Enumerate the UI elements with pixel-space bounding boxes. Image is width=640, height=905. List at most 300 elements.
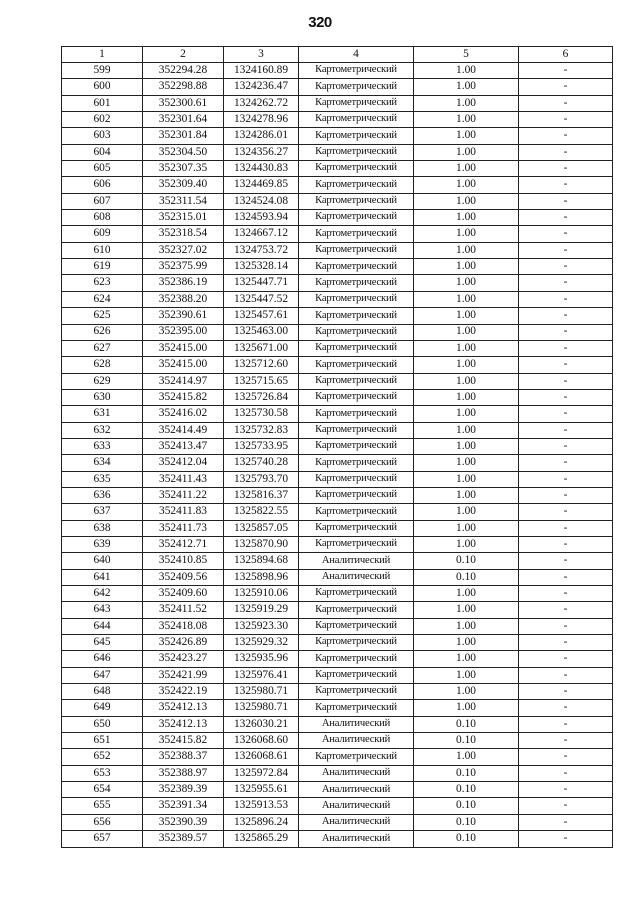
- point-number-cell: 599: [62, 63, 143, 79]
- table-row: [62, 79, 613, 95]
- y-coordinate-cell: 1324430.83: [224, 161, 299, 177]
- table-row: [62, 716, 613, 732]
- x-coordinate-cell: 352301.64: [143, 112, 224, 128]
- table-row: [62, 814, 613, 830]
- note-cell: -: [519, 749, 613, 765]
- y-coordinate-cell: 1325919.29: [224, 602, 299, 618]
- point-number-cell: 632: [62, 422, 143, 438]
- accuracy-cell: 1.00: [414, 471, 519, 487]
- note-cell: -: [519, 259, 613, 275]
- accuracy-cell: 1.00: [414, 536, 519, 552]
- x-coordinate-cell: 352414.49: [143, 422, 224, 438]
- method-cell: Картометрический: [299, 700, 414, 716]
- accuracy-cell: 0.10: [414, 569, 519, 585]
- y-coordinate-cell: 1325733.95: [224, 438, 299, 454]
- method-cell: Картометрический: [299, 684, 414, 700]
- accuracy-cell: 1.00: [414, 586, 519, 602]
- note-cell: -: [519, 226, 613, 242]
- point-number-cell: 624: [62, 291, 143, 307]
- x-coordinate-cell: 352386.19: [143, 275, 224, 291]
- accuracy-cell: 1.00: [414, 291, 519, 307]
- method-cell: Аналитический: [299, 814, 414, 830]
- accuracy-cell: 1.00: [414, 308, 519, 324]
- y-coordinate-cell: 1324356.27: [224, 144, 299, 160]
- table-row: [62, 520, 613, 536]
- accuracy-cell: 0.10: [414, 798, 519, 814]
- y-coordinate-cell: 1325447.52: [224, 291, 299, 307]
- accuracy-cell: 1.00: [414, 373, 519, 389]
- note-cell: -: [519, 389, 613, 405]
- note-cell: -: [519, 716, 613, 732]
- y-coordinate-cell: 1324262.72: [224, 95, 299, 111]
- x-coordinate-cell: 352421.99: [143, 667, 224, 683]
- point-number-cell: 610: [62, 242, 143, 258]
- y-coordinate-cell: 1325935.96: [224, 651, 299, 667]
- table-row: [62, 406, 613, 422]
- point-number-cell: 605: [62, 161, 143, 177]
- point-number-cell: 601: [62, 95, 143, 111]
- y-coordinate-cell: 1324753.72: [224, 242, 299, 258]
- table-row: [62, 635, 613, 651]
- x-coordinate-cell: 352327.02: [143, 242, 224, 258]
- table-row: [62, 112, 613, 128]
- header-row: [62, 47, 613, 63]
- note-cell: -: [519, 291, 613, 307]
- x-coordinate-cell: 352307.35: [143, 161, 224, 177]
- note-cell: -: [519, 798, 613, 814]
- x-coordinate-cell: 352391.34: [143, 798, 224, 814]
- note-cell: -: [519, 569, 613, 585]
- method-cell: Картометрический: [299, 504, 414, 520]
- accuracy-cell: 1.00: [414, 144, 519, 160]
- method-cell: Картометрический: [299, 95, 414, 111]
- table-row: [62, 193, 613, 209]
- accuracy-cell: 1.00: [414, 79, 519, 95]
- accuracy-cell: 1.00: [414, 340, 519, 356]
- method-cell: Картометрический: [299, 536, 414, 552]
- point-number-cell: 645: [62, 635, 143, 651]
- table-row: [62, 667, 613, 683]
- accuracy-cell: 0.10: [414, 733, 519, 749]
- x-coordinate-cell: 352294.28: [143, 63, 224, 79]
- table-row: [62, 128, 613, 144]
- note-cell: -: [519, 602, 613, 618]
- note-cell: -: [519, 373, 613, 389]
- note-cell: -: [519, 733, 613, 749]
- accuracy-cell: 0.10: [414, 716, 519, 732]
- point-number-cell: 641: [62, 569, 143, 585]
- table-row: [62, 291, 613, 307]
- table-row: [62, 749, 613, 765]
- accuracy-cell: 1.00: [414, 112, 519, 128]
- note-cell: -: [519, 308, 613, 324]
- x-coordinate-cell: 352311.54: [143, 193, 224, 209]
- point-number-cell: 602: [62, 112, 143, 128]
- accuracy-cell: 1.00: [414, 389, 519, 405]
- x-coordinate-cell: 352416.02: [143, 406, 224, 422]
- table-header: [62, 47, 613, 63]
- accuracy-cell: 1.00: [414, 259, 519, 275]
- y-coordinate-cell: 1325447.71: [224, 275, 299, 291]
- point-number-cell: 609: [62, 226, 143, 242]
- method-cell: Картометрический: [299, 63, 414, 79]
- accuracy-cell: 1.00: [414, 128, 519, 144]
- accuracy-cell: 0.10: [414, 553, 519, 569]
- point-number-cell: 639: [62, 536, 143, 552]
- x-coordinate-cell: 352390.61: [143, 308, 224, 324]
- table-row: [62, 210, 613, 226]
- note-cell: -: [519, 340, 613, 356]
- x-coordinate-cell: 352315.01: [143, 210, 224, 226]
- y-coordinate-cell: 1325955.61: [224, 782, 299, 798]
- x-coordinate-cell: 352389.57: [143, 831, 224, 847]
- method-cell: Картометрический: [299, 406, 414, 422]
- table-row: [62, 471, 613, 487]
- accuracy-cell: 1.00: [414, 749, 519, 765]
- accuracy-cell: 1.00: [414, 406, 519, 422]
- method-cell: Картометрический: [299, 193, 414, 209]
- accuracy-cell: 0.10: [414, 831, 519, 847]
- y-coordinate-cell: 1324469.85: [224, 177, 299, 193]
- accuracy-cell: 0.10: [414, 814, 519, 830]
- table-row: [62, 733, 613, 749]
- method-cell: Картометрический: [299, 422, 414, 438]
- table-row: [62, 161, 613, 177]
- x-coordinate-cell: 352388.20: [143, 291, 224, 307]
- accuracy-cell: 1.00: [414, 651, 519, 667]
- point-number-cell: 633: [62, 438, 143, 454]
- y-coordinate-cell: 1324524.08: [224, 193, 299, 209]
- y-coordinate-cell: 1325328.14: [224, 259, 299, 275]
- table-row: [62, 536, 613, 552]
- y-coordinate-cell: 1325976.41: [224, 667, 299, 683]
- x-coordinate-cell: 352390.39: [143, 814, 224, 830]
- page-number: 320: [308, 14, 332, 31]
- method-cell: Картометрический: [299, 635, 414, 651]
- y-coordinate-cell: 1325972.84: [224, 765, 299, 781]
- note-cell: -: [519, 455, 613, 471]
- method-cell: Картометрический: [299, 357, 414, 373]
- point-number-cell: 654: [62, 782, 143, 798]
- note-cell: -: [519, 831, 613, 847]
- y-coordinate-cell: 1325913.53: [224, 798, 299, 814]
- note-cell: -: [519, 79, 613, 95]
- table-row: [62, 651, 613, 667]
- accuracy-cell: 1.00: [414, 667, 519, 683]
- note-cell: -: [519, 586, 613, 602]
- point-number-cell: 634: [62, 455, 143, 471]
- x-coordinate-cell: 352422.19: [143, 684, 224, 700]
- accuracy-cell: 1.00: [414, 520, 519, 536]
- point-number-cell: 656: [62, 814, 143, 830]
- accuracy-cell: 1.00: [414, 63, 519, 79]
- x-coordinate-cell: 352410.85: [143, 553, 224, 569]
- y-coordinate-cell: 1324236.47: [224, 79, 299, 95]
- method-cell: Картометрический: [299, 226, 414, 242]
- column-header-1: 1: [62, 47, 143, 63]
- table-row: [62, 308, 613, 324]
- y-coordinate-cell: 1325793.70: [224, 471, 299, 487]
- y-coordinate-cell: 1324160.89: [224, 63, 299, 79]
- x-coordinate-cell: 352411.43: [143, 471, 224, 487]
- method-cell: Картометрический: [299, 308, 414, 324]
- x-coordinate-cell: 352318.54: [143, 226, 224, 242]
- table-row: [62, 63, 613, 79]
- x-coordinate-cell: 352388.97: [143, 765, 224, 781]
- method-cell: Картометрический: [299, 112, 414, 128]
- accuracy-cell: 1.00: [414, 193, 519, 209]
- note-cell: -: [519, 814, 613, 830]
- table-row: [62, 618, 613, 634]
- x-coordinate-cell: 352412.13: [143, 716, 224, 732]
- y-coordinate-cell: 1326068.60: [224, 733, 299, 749]
- table-row: [62, 553, 613, 569]
- table-row: [62, 275, 613, 291]
- accuracy-cell: 1.00: [414, 161, 519, 177]
- note-cell: -: [519, 684, 613, 700]
- note-cell: -: [519, 536, 613, 552]
- x-coordinate-cell: 352298.88: [143, 79, 224, 95]
- table-row: [62, 487, 613, 503]
- x-coordinate-cell: 352418.08: [143, 618, 224, 634]
- x-coordinate-cell: 352415.00: [143, 340, 224, 356]
- x-coordinate-cell: 352300.61: [143, 95, 224, 111]
- y-coordinate-cell: 1325857.05: [224, 520, 299, 536]
- method-cell: Картометрический: [299, 389, 414, 405]
- table-row: [62, 226, 613, 242]
- y-coordinate-cell: 1325715.65: [224, 373, 299, 389]
- method-cell: Аналитический: [299, 716, 414, 732]
- point-number-cell: 600: [62, 79, 143, 95]
- method-cell: Картометрический: [299, 487, 414, 503]
- point-number-cell: 619: [62, 259, 143, 275]
- point-number-cell: 644: [62, 618, 143, 634]
- note-cell: -: [519, 471, 613, 487]
- table-row: [62, 700, 613, 716]
- accuracy-cell: 0.10: [414, 782, 519, 798]
- y-coordinate-cell: 1325923.30: [224, 618, 299, 634]
- accuracy-cell: 1.00: [414, 275, 519, 291]
- method-cell: Аналитический: [299, 782, 414, 798]
- table-row: [62, 259, 613, 275]
- y-coordinate-cell: 1324667.12: [224, 226, 299, 242]
- table-row: [62, 798, 613, 814]
- table-row: [62, 504, 613, 520]
- y-coordinate-cell: 1325896.24: [224, 814, 299, 830]
- note-cell: -: [519, 635, 613, 651]
- table-row: [62, 340, 613, 356]
- x-coordinate-cell: 352426.89: [143, 635, 224, 651]
- y-coordinate-cell: 1325740.28: [224, 455, 299, 471]
- method-cell: Картометрический: [299, 259, 414, 275]
- method-cell: Аналитический: [299, 798, 414, 814]
- point-number-cell: 629: [62, 373, 143, 389]
- y-coordinate-cell: 1325726.84: [224, 389, 299, 405]
- note-cell: -: [519, 406, 613, 422]
- point-number-cell: 638: [62, 520, 143, 536]
- point-number-cell: 650: [62, 716, 143, 732]
- point-number-cell: 647: [62, 667, 143, 683]
- note-cell: -: [519, 210, 613, 226]
- x-coordinate-cell: 352415.00: [143, 357, 224, 373]
- method-cell: Картометрический: [299, 161, 414, 177]
- point-number-cell: 608: [62, 210, 143, 226]
- note-cell: -: [519, 618, 613, 634]
- point-number-cell: 627: [62, 340, 143, 356]
- table-row: [62, 242, 613, 258]
- note-cell: -: [519, 177, 613, 193]
- accuracy-cell: 1.00: [414, 210, 519, 226]
- accuracy-cell: 1.00: [414, 95, 519, 111]
- method-cell: Картометрический: [299, 651, 414, 667]
- note-cell: -: [519, 553, 613, 569]
- accuracy-cell: 1.00: [414, 618, 519, 634]
- point-number-cell: 607: [62, 193, 143, 209]
- column-header-3: 3: [224, 47, 299, 63]
- note-cell: -: [519, 112, 613, 128]
- accuracy-cell: 0.10: [414, 765, 519, 781]
- note-cell: -: [519, 242, 613, 258]
- y-coordinate-cell: 1325730.58: [224, 406, 299, 422]
- note-cell: -: [519, 651, 613, 667]
- x-coordinate-cell: 352415.82: [143, 733, 224, 749]
- y-coordinate-cell: 1325980.71: [224, 700, 299, 716]
- note-cell: -: [519, 161, 613, 177]
- note-cell: -: [519, 438, 613, 454]
- point-number-cell: 625: [62, 308, 143, 324]
- y-coordinate-cell: 1325980.71: [224, 684, 299, 700]
- method-cell: Картометрический: [299, 242, 414, 258]
- accuracy-cell: 1.00: [414, 177, 519, 193]
- y-coordinate-cell: 1324286.01: [224, 128, 299, 144]
- note-cell: -: [519, 667, 613, 683]
- table-row: [62, 765, 613, 781]
- y-coordinate-cell: 1325816.37: [224, 487, 299, 503]
- column-header-4: 4: [299, 47, 414, 63]
- point-number-cell: 623: [62, 275, 143, 291]
- x-coordinate-cell: 352414.97: [143, 373, 224, 389]
- point-number-cell: 635: [62, 471, 143, 487]
- note-cell: -: [519, 422, 613, 438]
- point-number-cell: 653: [62, 765, 143, 781]
- x-coordinate-cell: 352412.71: [143, 536, 224, 552]
- y-coordinate-cell: 1325870.90: [224, 536, 299, 552]
- note-cell: -: [519, 63, 613, 79]
- point-number-cell: 655: [62, 798, 143, 814]
- method-cell: Картометрический: [299, 602, 414, 618]
- method-cell: Картометрический: [299, 618, 414, 634]
- point-number-cell: 643: [62, 602, 143, 618]
- accuracy-cell: 1.00: [414, 602, 519, 618]
- table-body: [62, 63, 613, 848]
- method-cell: Картометрический: [299, 79, 414, 95]
- x-coordinate-cell: 352411.52: [143, 602, 224, 618]
- x-coordinate-cell: 352409.56: [143, 569, 224, 585]
- method-cell: Картометрический: [299, 586, 414, 602]
- point-number-cell: 637: [62, 504, 143, 520]
- note-cell: -: [519, 144, 613, 160]
- method-cell: Аналитический: [299, 765, 414, 781]
- note-cell: -: [519, 357, 613, 373]
- method-cell: Картометрический: [299, 291, 414, 307]
- y-coordinate-cell: 1325732.83: [224, 422, 299, 438]
- accuracy-cell: 1.00: [414, 324, 519, 340]
- table-row: [62, 586, 613, 602]
- column-header-5: 5: [414, 47, 519, 63]
- note-cell: -: [519, 765, 613, 781]
- x-coordinate-cell: 352309.40: [143, 177, 224, 193]
- point-number-cell: 649: [62, 700, 143, 716]
- table-row: [62, 144, 613, 160]
- table-row: [62, 782, 613, 798]
- table-row: [62, 684, 613, 700]
- note-cell: -: [519, 324, 613, 340]
- x-coordinate-cell: 352388.37: [143, 749, 224, 765]
- x-coordinate-cell: 352412.13: [143, 700, 224, 716]
- point-number-cell: 628: [62, 357, 143, 373]
- point-number-cell: 630: [62, 389, 143, 405]
- x-coordinate-cell: 352411.73: [143, 520, 224, 536]
- y-coordinate-cell: 1325463.00: [224, 324, 299, 340]
- y-coordinate-cell: 1325894.68: [224, 553, 299, 569]
- note-cell: -: [519, 700, 613, 716]
- accuracy-cell: 1.00: [414, 438, 519, 454]
- point-number-cell: 604: [62, 144, 143, 160]
- y-coordinate-cell: 1324593.94: [224, 210, 299, 226]
- method-cell: Аналитический: [299, 733, 414, 749]
- note-cell: -: [519, 520, 613, 536]
- coordinates-table: [61, 46, 613, 848]
- method-cell: Картометрический: [299, 144, 414, 160]
- method-cell: Аналитический: [299, 831, 414, 847]
- method-cell: Картометрический: [299, 667, 414, 683]
- table-row: [62, 422, 613, 438]
- point-number-cell: 657: [62, 831, 143, 847]
- table-row: [62, 569, 613, 585]
- point-number-cell: 648: [62, 684, 143, 700]
- method-cell: Картометрический: [299, 749, 414, 765]
- accuracy-cell: 1.00: [414, 635, 519, 651]
- column-header-2: 2: [143, 47, 224, 63]
- y-coordinate-cell: 1325910.06: [224, 586, 299, 602]
- y-coordinate-cell: 1326030.21: [224, 716, 299, 732]
- method-cell: Картометрический: [299, 177, 414, 193]
- method-cell: Картометрический: [299, 275, 414, 291]
- y-coordinate-cell: 1325822.55: [224, 504, 299, 520]
- y-coordinate-cell: 1325457.61: [224, 308, 299, 324]
- table-row: [62, 389, 613, 405]
- point-number-cell: 651: [62, 733, 143, 749]
- method-cell: Аналитический: [299, 553, 414, 569]
- method-cell: Картометрический: [299, 455, 414, 471]
- note-cell: -: [519, 504, 613, 520]
- note-cell: -: [519, 782, 613, 798]
- column-header-6: 6: [519, 47, 613, 63]
- y-coordinate-cell: 1326068.61: [224, 749, 299, 765]
- method-cell: Картометрический: [299, 324, 414, 340]
- point-number-cell: 646: [62, 651, 143, 667]
- x-coordinate-cell: 352409.60: [143, 586, 224, 602]
- y-coordinate-cell: 1325712.60: [224, 357, 299, 373]
- y-coordinate-cell: 1325865.29: [224, 831, 299, 847]
- point-number-cell: 606: [62, 177, 143, 193]
- x-coordinate-cell: 352301.84: [143, 128, 224, 144]
- x-coordinate-cell: 352375.99: [143, 259, 224, 275]
- x-coordinate-cell: 352411.83: [143, 504, 224, 520]
- y-coordinate-cell: 1325671.00: [224, 340, 299, 356]
- point-number-cell: 640: [62, 553, 143, 569]
- x-coordinate-cell: 352395.00: [143, 324, 224, 340]
